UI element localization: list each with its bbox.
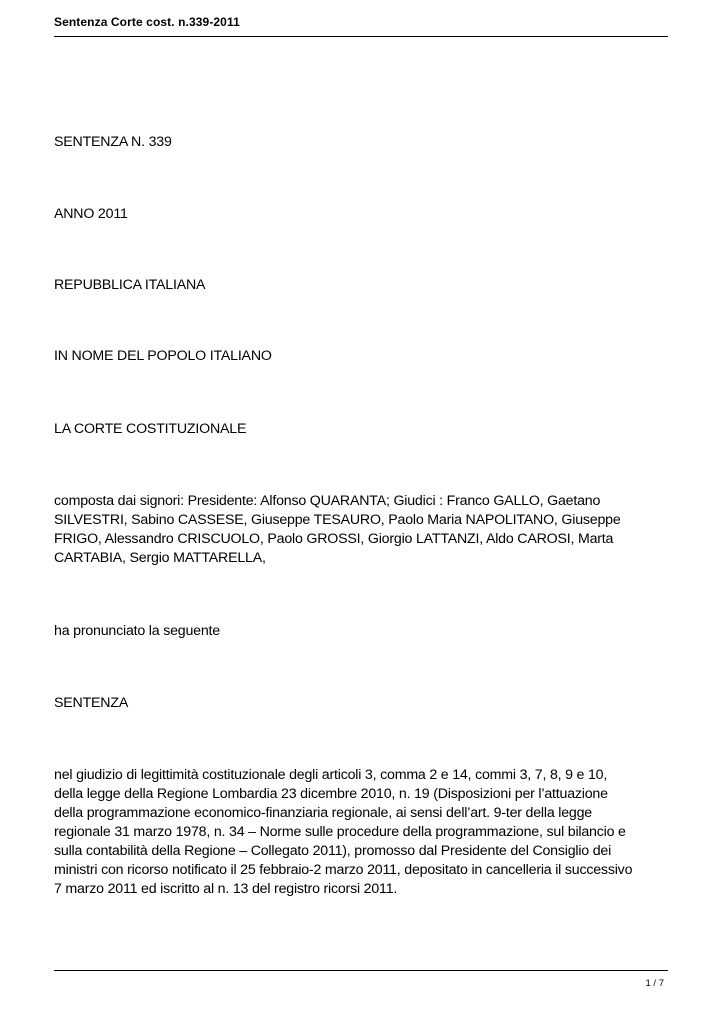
giudizio-line: sulla contabilità della Regione – Collegato 2011), promosso dal Presidente del Consiglio dei [54, 843, 612, 859]
sentenza-heading: SENTENZA [54, 695, 129, 711]
giudizio-line: ministri con ricorso notificato il 25 febbraio-2 marzo 2011, depositato in cancelleria il successivo [54, 862, 633, 878]
giudizio-line: della programmazione economico-finanziaria regionale, ai sensi dell’art. 9-ter della legge [54, 805, 592, 821]
composta-line: FRIGO, Alessandro CRISCUOLO, Paolo GROSSI, Giorgio LATTANZI, Aldo CAROSI, Marta [54, 531, 614, 547]
giudizio-line: regionale 31 marzo 1978, n. 34 – Norme sulle procedure della programmazione, sul bilancio e [54, 824, 626, 840]
header-title: Sentenza Corte cost. n.339-2011 [54, 15, 240, 29]
composta-line: CARTABIA, Sergio MATTARELLA, [54, 550, 266, 566]
repubblica: REPUBBLICA ITALIANA [54, 277, 206, 293]
giudizio-line: della legge della Regione Lombardia 23 dicembre 2010, n. 19 (Disposizioni per l’attuazione [54, 786, 608, 802]
in-nome-del-popolo: IN NOME DEL POPOLO ITALIANO [54, 348, 272, 364]
page-header [54, 14, 668, 37]
sentenza-number: SENTENZA N. 339 [54, 134, 172, 150]
composta-paragraph [54, 492, 668, 568]
page-number: 1 / 7 [645, 978, 664, 989]
anno: ANNO 2011 [54, 206, 128, 222]
corte-heading: LA CORTE COSTITUZIONALE [54, 421, 247, 437]
giudizio-line: nel giudizio di legittimità costituzionale degli articoli 3, comma 2 e 14, commi 3, 7, 8, 9 e 10, [54, 767, 608, 783]
composta-line: SILVESTRI, Sabino CASSESE, Giuseppe TESAURO, Paolo Maria NAPOLITANO, Giuseppe [54, 512, 621, 528]
page-footer [54, 970, 668, 989]
giudizio-line: 7 marzo 2011 ed iscritto al n. 13 del registro ricorsi 2011. [54, 881, 398, 897]
giudizio-paragraph [54, 766, 668, 899]
pronunciato: ha pronunciato la seguente [54, 623, 220, 639]
composta-line: composta dai signori: Presidente: Alfonso QUARANTA; Giudici : Franco GALLO, Gaetano [54, 493, 601, 509]
